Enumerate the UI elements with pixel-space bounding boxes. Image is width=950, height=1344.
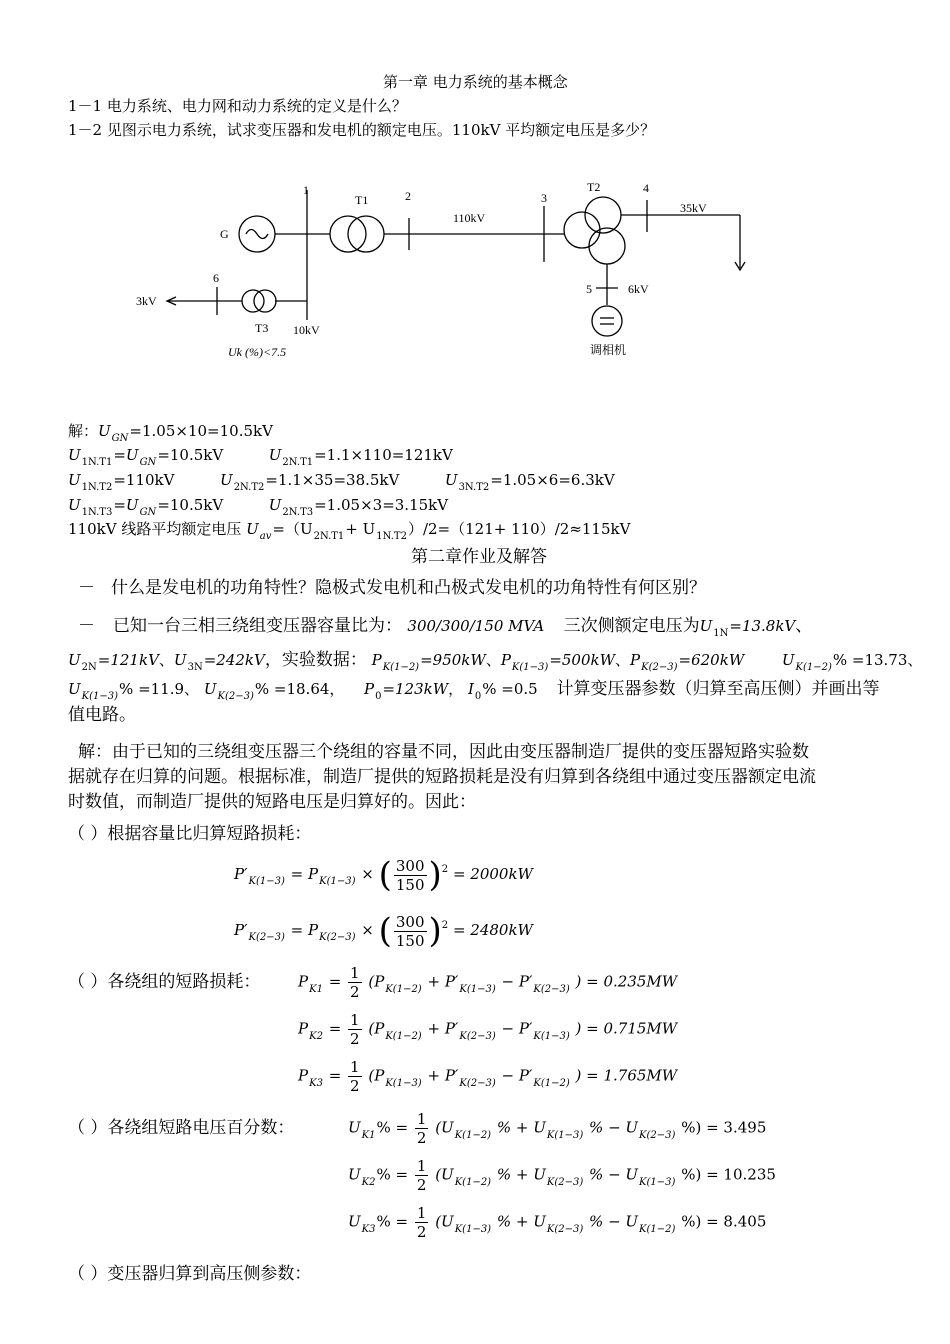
sol1-line3: $U_{1N.T2}=110kV$ $U_{2N.T2}=1.1\times 35=38.5kV$ $U_{3N.T2}=1.05\times 6=6.3kV$: [68, 471, 615, 493]
kv35-label: 35kV: [680, 201, 707, 215]
question-1-1: 1－1 电力系统、电力网和动力系统的定义是什么？: [68, 97, 407, 115]
power-system-diagram: [120, 170, 760, 370]
formula-pk1: $P_{K1}$ = $\frac{1}{2}$ ($P_{K(1-2)} + P'_{K(1-3)} - P'_{K(2-3)}$ ) = 0.235MW: [298, 964, 678, 1001]
formula-pk2: $P_{K2}$ = $\frac{1}{2}$ ($P_{K(1-2)} + P'_{K(2-3)} - P'_{K(1-3)}$ ) = 0.715MW: [298, 1011, 678, 1048]
question-2-1: － 什么是发电机的功角特性？隐极式发电机和凸极式发电机的功角特性有何区别？: [78, 578, 706, 598]
formula-pk3: $P_{K3}$ = $\frac{1}{2}$ ($P_{K(1-3)} + P'_{K(2-3)} - P'_{K(1-2)}$ ) = 1.765MW: [298, 1058, 678, 1095]
sol2-para-line3: 时数值，而制造厂提供的短路电压是归算好的。因此：: [68, 792, 476, 812]
chapter2-title: 第二章作业及解答: [411, 547, 547, 567]
sol1-line2: $U_{1N.T1}=U_{GN}=10.5kV$ $U_{2N.T1}=1.1\times 110=121kV$: [68, 446, 453, 468]
t1-label: T1: [355, 193, 369, 207]
node-1-label: 1: [303, 183, 309, 197]
formula-uk3: $U_{K3}\%$ = $\frac{1}{2}$ ($U_{K(1-3)}$ % + $U_{K(2-3)}$ % − $U_{K(1-2)}$ %) = 8.405: [348, 1204, 767, 1241]
line-110kv-label: 110kV: [453, 211, 486, 225]
t2-label: T2: [587, 180, 601, 194]
formula-uk1: $U_{K1}\%$ = $\frac{1}{2}$ ($U_{K(1-2)}$ % + $U_{K(1-3)}$ % − $U_{K(2-3)}$ %) = 3.495: [348, 1110, 767, 1147]
sol1-line4: $U_{1N.T3}=U_{GN}=10.5kV$ $U_{2N.T3}=1.05\times 3=3.15kV$: [68, 496, 449, 518]
kv10-label: 10kV: [293, 323, 320, 337]
question-2-2-line3: $U_{K(1-3)}\% =11.9$、 $U_{K(2-3)}\% =18.64$， $P_0=123kW$， $I_0\% =0.5$ 计算变压器参数（归算至高压侧）并画出等: [68, 679, 880, 702]
t2-winding-3: [589, 228, 625, 264]
compensator-symbol: [592, 306, 622, 336]
t3-winding-2: [254, 290, 276, 312]
sol2-para-line1: 解：由于已知的三绕组变压器三个绕组的容量不同，因此由变压器制造厂提供的变压器短路实验数: [78, 742, 809, 762]
uk-label: Uk (%)<7.5: [228, 345, 287, 359]
node-6-label: 6: [213, 271, 219, 285]
sol2-para-line2: 据就存在归算的问题。根据标准，制造厂提供的短路损耗是没有归算到各绕组中通过变压器额定电流: [68, 767, 816, 787]
sol1-line1: 解：$U_{GN}=1.05\times 10=10.5kV$: [68, 422, 273, 444]
chapter1-title: 第一章 电力系统的基本概念: [383, 73, 568, 91]
t3-label: T3: [255, 321, 269, 335]
compensator-label: 调相机: [590, 343, 627, 357]
formula-p-k13: $P'_{K(1-3)} = P_{K(1-3)}$ × ( $\frac{300}{150}$ )$^2$ = 2000kW: [234, 855, 533, 895]
formula-uk2: $U_{K2}\%$ = $\frac{1}{2}$ ($U_{K(1-2)}$ % + $U_{K(2-3)}$ % − $U_{K(1-3)}$ %) = 10.235: [348, 1157, 776, 1194]
t2-winding-1: [564, 212, 600, 248]
formula-p-k23: $P'_{K(2-3)} = P_{K(2-3)}$ × ( $\frac{300}{150}$ )$^2$ = 2480kW: [234, 911, 533, 951]
node-3-label: 3: [541, 191, 547, 205]
step-2-label: （ ）各绕组的短路损耗：: [68, 972, 261, 992]
step-4-label: （ ）变压器归算到高压侧参数：: [68, 1264, 312, 1284]
sol1-line5: 110kV 线路平均额定电压 $U_{av}=(U_{2N.T1}+ U_{1N.T2})/2=(121+ 110)/2\approx 115kV$: [68, 520, 631, 542]
question-2-2-line2: $U_{2N}=121kV$、$U_{3N}=242kV$，实验数据： $P_{K(1-2)}=950kW$、$P_{K(1-3)}=500kW$、$P_{K(2-3)}=620kW$ $U_{K(1-2)}\% =13.73$、: [68, 650, 923, 673]
node-5-label: 5: [586, 282, 592, 296]
kv6-label: 6kV: [628, 282, 649, 296]
generator-label: G: [220, 227, 229, 241]
step-1-label: （ ）根据容量比归算短路损耗：: [68, 824, 312, 844]
question-2-2-line1: － 已知一台三相三绕组变压器容量比为： 300/300/150 MVA 三次侧额定电压为$U_{1N}=13.8kV$、: [78, 616, 813, 639]
generator-wave: [246, 230, 268, 239]
kv3-label: 3kV: [136, 294, 157, 308]
question-2-2-line4: 值电路。: [68, 705, 136, 725]
step-3-label: （ ）各绕组短路电压百分数：: [68, 1118, 295, 1138]
t3-winding-1: [242, 290, 264, 312]
t2-winding-2: [585, 197, 621, 233]
node-2-label: 2: [405, 189, 411, 203]
node-4-label: 4: [643, 181, 649, 195]
question-1-2: 1－2 见图示电力系统，试求变压器和发电机的额定电压。110kV 平均额定电压是多少？: [68, 121, 656, 139]
